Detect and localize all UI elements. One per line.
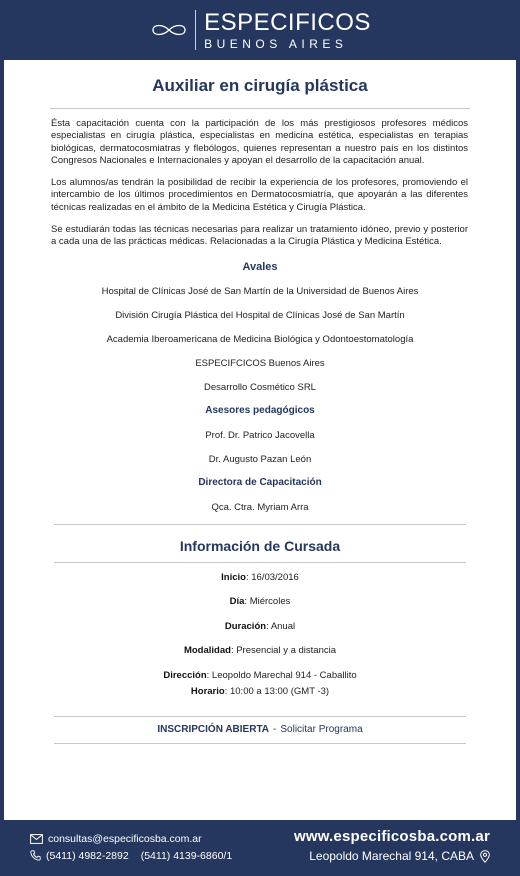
footer-website-link[interactable]: www.especificosba.com.ar [294, 828, 490, 845]
cursada-info [4, 572, 516, 702]
directora-list [4, 502, 516, 518]
brand-name: ESPECIFICOS [204, 8, 371, 36]
asesor-item: Dr. Augusto Pazan León [208, 453, 312, 465]
footer [0, 820, 520, 876]
description-paragraph: Se estudiarán todas las técnicas necesarias para realizar un tratamiento idóneo, previo y posterior a cada una de las prácticas médicas. Relacionadas a la Cirugía Plástica y Medicina Estética. [51, 224, 468, 248]
dia-row [4, 596, 516, 621]
footer-email-row[interactable] [30, 830, 232, 847]
asesor-item: Prof. Dr. Patrico Jacovella [205, 429, 315, 441]
inscripcion-separator: - [273, 724, 277, 736]
aval-item: Academia Iberoamericana de Medicina Biológica y Odontoestomatología [106, 333, 414, 345]
aval-item: Hospital de Clínicas José de San Martín de la Universidad de Buenos Aires [101, 285, 419, 297]
course-title: Auxiliar en cirugía plástica [152, 76, 368, 95]
direccion-row [4, 670, 516, 686]
logo-divider [195, 10, 196, 50]
envelope-icon [30, 834, 43, 844]
inscripcion-status: INSCRIPCIÓN ABIERTA [157, 724, 270, 736]
footer-address-row [294, 849, 490, 863]
description-paragraph: Ésta capacitación cuenta con la participación de los más prestigiosos profesores médicos especialistas en cirugía plástica, especialistas en medicina estética, especialistas en terapias biológicas, dermatocosmiatras y flebólogos, quienes representan a nuestro país en los distintos Congresos Nacionales e Internacionales y apoyan el desarrollo de la capacitación anual. [51, 118, 468, 166]
footer-phone-1[interactable]: (5411) 4982-2892 [46, 849, 129, 862]
footer-address: Leopoldo Marechal 914, CABA [309, 849, 474, 863]
aval-item: División Cirugía Plástica del Hospital de Clínicas José de San Martín [115, 309, 405, 321]
header [0, 0, 520, 60]
dia-value: : Miércoles [244, 596, 291, 608]
title-divider [50, 108, 470, 109]
modalidad-value: : Presencial y a distancia [230, 645, 337, 657]
direccion-label: Dirección [163, 669, 207, 681]
brand-logo[interactable] [149, 10, 371, 50]
infinity-logo-icon [149, 20, 189, 40]
content-card [4, 60, 516, 820]
inscripcion-banner [54, 716, 466, 744]
horario-label: Horario [190, 685, 225, 697]
footer-phone-2[interactable]: (5411) 4139-6860/1 [140, 849, 233, 862]
brand-location: BUENOS AIRES [204, 36, 348, 51]
avales-heading: Avales [242, 260, 278, 273]
description-paragraph: Los alumnos/as tendrán la posibilidad de recibir la experiencia de los profesores, promoviendo el intercambio de los últimos procedimientos en Dermatocosmiatría, que apoyarán a las diferentes técnicas realizadas en el ámbito de la Medicina Estética y Cirugía Plástica. [51, 177, 468, 213]
aval-item: Desarrollo Cosmético SRL [204, 381, 316, 393]
avales-list [4, 286, 516, 406]
duracion-row [4, 621, 516, 646]
modalidad-row [4, 645, 516, 670]
cursada-divider [54, 562, 466, 563]
asesores-heading: Asesores pedagógicos [205, 404, 315, 416]
solicitar-programa-link[interactable]: Solicitar Programa [280, 724, 363, 736]
section-divider [54, 524, 466, 525]
phone-icon [30, 850, 41, 861]
inicio-label: Inicio [221, 571, 246, 583]
horario-value: : 10:00 a 13:00 (GMT -3) [224, 685, 330, 697]
aval-item: ESPECIFCICOS Buenos Aires [195, 357, 325, 369]
directora-item: Qca. Ctra. Myriam Arra [211, 501, 309, 513]
direccion-value: : Leopoldo Marechal 914 - Caballito [206, 669, 357, 681]
course-description [51, 118, 468, 249]
horario-row [4, 686, 516, 702]
footer-phone-row [30, 847, 232, 864]
dia-label: Día [229, 596, 245, 608]
duracion-value: : Anual [266, 620, 296, 632]
inicio-row [4, 572, 516, 597]
modalidad-label: Modalidad [183, 645, 231, 657]
directora-heading: Directora de Capacitación [198, 476, 322, 488]
asesores-list [4, 430, 516, 478]
duracion-label: Duración [224, 620, 267, 632]
footer-email[interactable]: consultas@especificosba.com.ar [48, 832, 202, 845]
map-pin-icon [480, 850, 490, 863]
cursada-heading: Información de Cursada [179, 537, 341, 554]
inicio-value: : 16/03/2016 [245, 571, 299, 583]
